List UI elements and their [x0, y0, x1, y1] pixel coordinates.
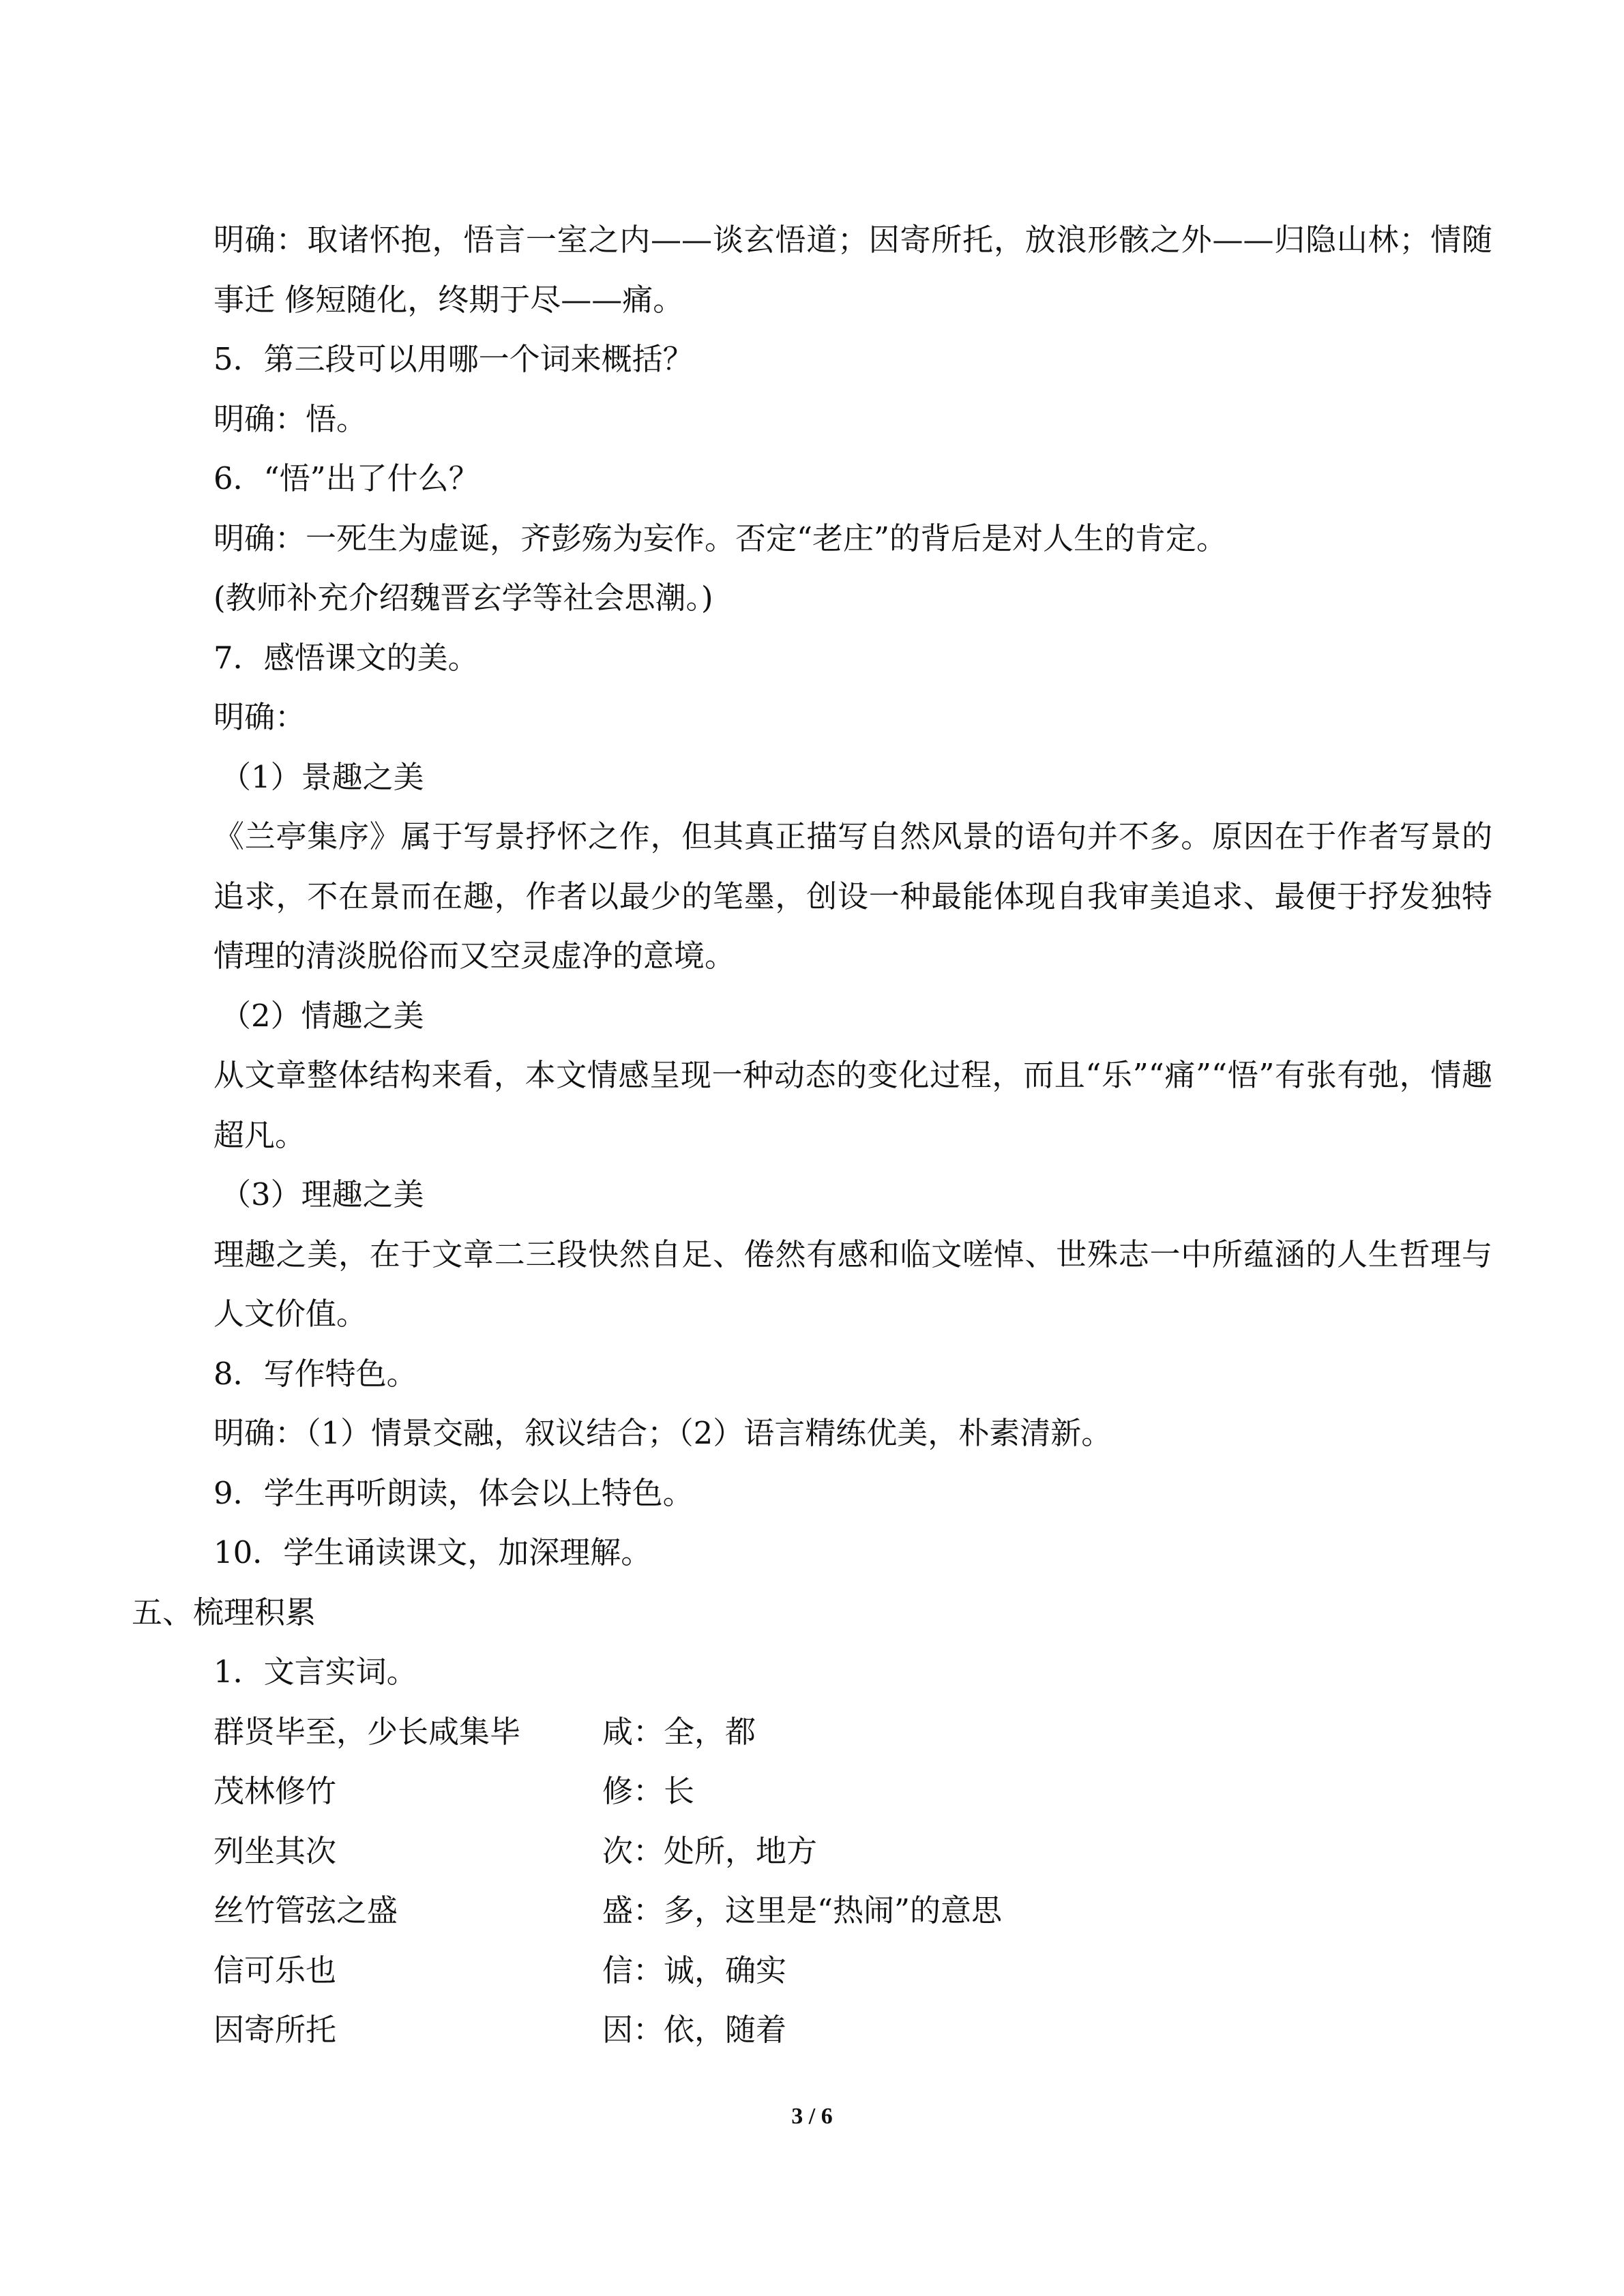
- vocab-term: 茂林修竹: [213, 1773, 337, 1809]
- vocab-meaning: 次：处所，地方: [602, 1832, 818, 1869]
- vocab-meaning: 信：诚，确实: [602, 1952, 787, 1988]
- vocab-list: [132, 1702, 1492, 2060]
- vocab-meaning: 因：依，随着: [602, 2012, 787, 2048]
- vocab-heading: 1．文言实词。: [213, 1654, 417, 1690]
- vocab-term: 丝竹管弦之盛: [213, 1892, 398, 1928]
- vocab-row: [132, 2000, 1492, 2060]
- page-number: 3 / 6: [791, 2104, 833, 2129]
- vocab-term: 信可乐也: [213, 1952, 337, 1988]
- document-body: [132, 210, 1492, 2060]
- item-9: 9．学生再听朗读，体会以上特色。: [213, 1474, 694, 1511]
- question-7: 7．感悟课文的美。: [213, 639, 479, 676]
- teacher-note: (教师补充介绍魏晋玄学等社会思潮。): [213, 580, 713, 616]
- vocab-row: [132, 1821, 1492, 1881]
- item-10: 10．学生诵读课文，加深理解。: [213, 1534, 652, 1570]
- vocab-term: 列坐其次: [213, 1832, 337, 1869]
- answer-7-label: 明确：: [213, 699, 306, 735]
- vocab-term: 因寄所托: [213, 2012, 337, 2048]
- paragraph-scenery: 《兰亭集序》属于写景抒怀之作，但其真正描写自然风景的语句并不多。原因在于作者写景的追求，不在景而在趣，作者以最少的笔墨，创设一种最能体现自我审美追求、最便于抒发独特情理的清淡脱俗而又空灵虚净的意境。: [213, 818, 1492, 974]
- question-6: 6．“悟”出了什么？: [213, 460, 479, 496]
- vocab-row: [132, 1941, 1492, 2001]
- vocab-row: [132, 1761, 1492, 1821]
- vocab-meaning: 修：长: [602, 1773, 695, 1809]
- answer-8: 明确：（1）情景交融，叙议结合；（2）语言精练优美，朴素清新。: [213, 1415, 1112, 1451]
- vocab-meaning: 咸：全，都: [602, 1713, 756, 1750]
- answer-5: 明确：悟。: [213, 400, 368, 437]
- answer-6: 明确：一死生为虚诞，齐彭殇为妄作。否定“老庄”的背后是对人生的肯定。: [213, 520, 1228, 556]
- paragraph-emotion: 从文章整体结构来看，本文情感呈现一种动态的变化过程，而且“乐”“痛”“悟”有张有弛，情趣超凡。: [213, 1057, 1492, 1153]
- vocab-row: [132, 1881, 1492, 1941]
- vocab-term: 群贤毕至，少长咸集毕: [213, 1713, 521, 1750]
- question-8: 8．写作特色。: [213, 1355, 417, 1392]
- section-heading: 五、梳理积累: [132, 1594, 316, 1630]
- vocab-meaning: 盛：多，这里是“热闹”的意思: [602, 1892, 1003, 1928]
- subheading-emotion: （2）情趣之美: [220, 997, 424, 1034]
- paragraph-reason: 理趣之美，在于文章二三段快然自足、倦然有感和临文嗟悼、世殊志一中所蕴涵的人生哲理与人文价值。: [213, 1236, 1492, 1332]
- vocab-row: [132, 1702, 1492, 1762]
- question-5: 5．第三段可以用哪一个词来概括？: [213, 341, 694, 377]
- subheading-reason: （3）理趣之美: [220, 1176, 424, 1212]
- answer-paragraph: 明确：取诸怀抱，悟言一室之内——谈玄悟道；因寄所托，放浪形骸之外——归隐山林；情随事迁 修短随化，终期于尽——痛。: [213, 222, 1492, 318]
- subheading-scenery: （1）景趣之美: [220, 758, 424, 795]
